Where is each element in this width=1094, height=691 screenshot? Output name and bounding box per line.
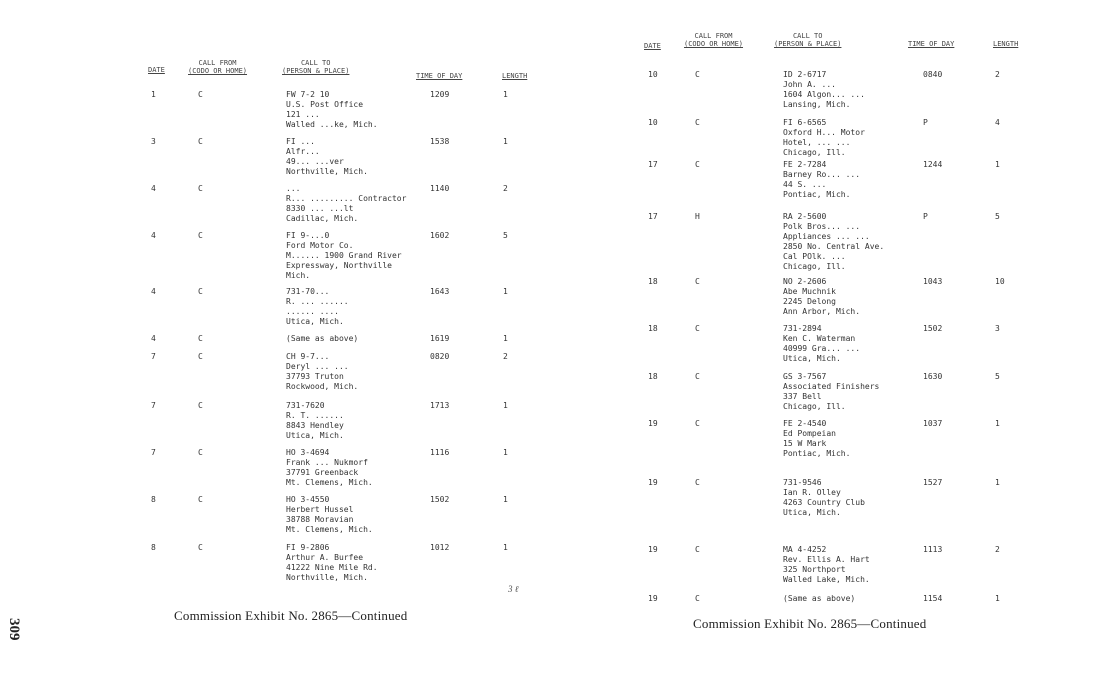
call-to-cell bbox=[783, 70, 865, 110]
call-to-cell bbox=[286, 90, 378, 130]
length-cell: 1 bbox=[503, 448, 508, 457]
call-to-line: Northville, Mich. bbox=[286, 167, 368, 176]
date-cell: 7 bbox=[151, 352, 156, 361]
date-cell: 18 bbox=[648, 324, 658, 333]
call-from-cell: C bbox=[695, 118, 700, 127]
call-to-line: 4263 Country Club bbox=[783, 498, 865, 507]
date-cell: 10 bbox=[648, 70, 658, 79]
date-cell: 18 bbox=[648, 372, 658, 381]
call-from-cell: C bbox=[695, 478, 700, 487]
call-to-line: 2245 Delong bbox=[783, 297, 836, 306]
length-cell: 1 bbox=[503, 543, 508, 552]
call-to-line: ID 2-6717 bbox=[783, 70, 827, 79]
date-cell: 1 bbox=[151, 90, 156, 99]
call-to-line: FE 2-7284 bbox=[783, 160, 827, 169]
call-to-line: Oxford H... Motor bbox=[783, 128, 865, 137]
length-cell: 2 bbox=[503, 184, 508, 193]
call-to-line: M...... 1900 Grand River bbox=[286, 251, 402, 260]
length-cell: 5 bbox=[995, 372, 1000, 381]
time-of-day-cell: 1538 bbox=[430, 137, 450, 146]
time-of-day-cell: 1154 bbox=[923, 594, 943, 603]
call-to-line: 38788 Moravian bbox=[286, 515, 354, 524]
call-to-line: Arthur A. Burfee bbox=[286, 553, 364, 562]
length-cell: 1 bbox=[503, 401, 508, 410]
time-of-day-cell: 1037 bbox=[923, 419, 943, 428]
call-from-cell: C bbox=[198, 137, 203, 146]
call-to-line: Utica, Mich. bbox=[286, 431, 344, 440]
call-to-line: HO 3-4694 bbox=[286, 448, 330, 457]
call-to-line: U.S. Post Office bbox=[286, 100, 364, 109]
call-to-line: Frank ... Nukmorf bbox=[286, 458, 368, 467]
call-to-line: Abe Muchnik bbox=[783, 287, 836, 296]
left-footer: Commission Exhibit No. 2865—Continued bbox=[174, 608, 408, 623]
time-of-day-cell: P bbox=[923, 118, 928, 127]
call-from-cell: C bbox=[695, 372, 700, 381]
call-to-line: 8330 ... ...lt bbox=[286, 204, 354, 213]
call-to-cell bbox=[783, 478, 865, 518]
length-cell: 4 bbox=[995, 118, 1000, 127]
length-cell: 1 bbox=[995, 478, 1000, 487]
call-to-cell bbox=[286, 334, 358, 344]
length-cell: 2 bbox=[995, 545, 1000, 554]
call-to-line: 731-7620 bbox=[286, 401, 325, 410]
call-to-line: Ford Motor Co. bbox=[286, 241, 354, 250]
header-call-from: CALL FROM (CODO OR HOME) bbox=[188, 59, 248, 75]
call-from-cell: C bbox=[198, 334, 203, 343]
call-to-line: FW 7-2 10 bbox=[286, 90, 330, 99]
call-to-line: HO 3-4550 bbox=[286, 495, 330, 504]
call-from-cell: C bbox=[198, 352, 203, 361]
call-to-line: Polk Bros... ... bbox=[783, 222, 861, 231]
length-cell: 1 bbox=[503, 287, 508, 296]
call-to-line: 2850 No. Central Ave. bbox=[783, 242, 885, 251]
date-cell: 4 bbox=[151, 287, 156, 296]
call-to-line: FI 6-6565 bbox=[783, 118, 827, 127]
header-length: LENGTH bbox=[502, 72, 528, 80]
length-cell: 3 bbox=[995, 324, 1000, 333]
call-to-cell bbox=[783, 419, 850, 459]
call-to-line: Chicago, Ill. bbox=[783, 262, 846, 271]
call-to-line: 731-2894 bbox=[783, 324, 822, 333]
call-from-cell: C bbox=[695, 160, 700, 169]
date-cell: 4 bbox=[151, 184, 156, 193]
date-cell: 8 bbox=[151, 543, 156, 552]
call-from-cell: C bbox=[695, 594, 700, 603]
header-date: DATE bbox=[644, 42, 661, 50]
call-to-line: Ann Arbor, Mich. bbox=[783, 307, 861, 316]
call-to-line: 337 Bell bbox=[783, 392, 822, 401]
call-to-line: RA 2-5600 bbox=[783, 212, 827, 221]
call-to-cell bbox=[783, 594, 855, 604]
call-to-line: Pontiac, Mich. bbox=[783, 449, 851, 458]
page-number: 309 bbox=[6, 618, 22, 641]
call-to-line: Utica, Mich. bbox=[783, 508, 841, 517]
call-from-cell: C bbox=[198, 231, 203, 240]
call-to-line: 15 W Mark bbox=[783, 439, 827, 448]
call-to-line: Mt. Clemens, Mich. bbox=[286, 525, 373, 534]
call-from-cell: C bbox=[695, 70, 700, 79]
date-cell: 19 bbox=[648, 419, 658, 428]
call-to-line: CH 9-7... bbox=[286, 352, 330, 361]
right-footer: Commission Exhibit No. 2865—Continued bbox=[693, 616, 927, 631]
call-from-cell: C bbox=[198, 448, 203, 457]
call-to-line: NO 2-2606 bbox=[783, 277, 827, 286]
call-to-line: 41222 Nine Mile Rd. bbox=[286, 563, 378, 572]
header-time-of-day: TIME OF DAY bbox=[908, 40, 955, 48]
header-date: DATE bbox=[148, 66, 165, 74]
header-call-from: CALL FROM (CODO OR HOME) bbox=[684, 32, 744, 48]
call-to-cell bbox=[286, 184, 406, 224]
call-from-cell: C bbox=[198, 401, 203, 410]
call-from-cell: C bbox=[198, 184, 203, 193]
length-cell: 1 bbox=[503, 137, 508, 146]
call-to-line: Associated Finishers bbox=[783, 382, 880, 391]
handwritten-mark: 3 ℓ bbox=[508, 584, 519, 594]
call-to-line: 1604 Algon... ... bbox=[783, 90, 865, 99]
call-to-cell bbox=[286, 287, 349, 327]
call-to-line: Chicago, Ill. bbox=[783, 148, 846, 157]
time-of-day-cell: 1643 bbox=[430, 287, 450, 296]
call-from-cell: C bbox=[695, 545, 700, 554]
call-to-line: 49... ...ver bbox=[286, 157, 344, 166]
length-cell: 1 bbox=[503, 334, 508, 343]
date-cell: 17 bbox=[648, 160, 658, 169]
length-cell: 1 bbox=[995, 160, 1000, 169]
call-to-line: Utica, Mich. bbox=[783, 354, 841, 363]
call-to-line: Rockwood, Mich. bbox=[286, 382, 359, 391]
call-to-line: John A. ... bbox=[783, 80, 836, 89]
call-to-cell bbox=[783, 212, 884, 272]
date-cell: 4 bbox=[151, 231, 156, 240]
call-to-line: 8843 Hendley bbox=[286, 421, 344, 430]
call-to-cell bbox=[286, 448, 373, 488]
date-cell: 4 bbox=[151, 334, 156, 343]
time-of-day-cell: 0820 bbox=[430, 352, 450, 361]
call-to-cell bbox=[286, 401, 344, 441]
call-to-line: Ed Pompeian bbox=[783, 429, 836, 438]
call-to-cell bbox=[286, 137, 368, 177]
time-of-day-cell: 1502 bbox=[430, 495, 450, 504]
call-to-cell bbox=[783, 545, 870, 585]
call-to-line: Expressway, Northville bbox=[286, 261, 392, 270]
call-to-cell bbox=[783, 372, 879, 412]
call-to-line: Ken C. Waterman bbox=[783, 334, 856, 343]
call-to-line: Chicago, Ill. bbox=[783, 402, 846, 411]
call-to-cell bbox=[783, 160, 860, 200]
call-from-cell: C bbox=[695, 419, 700, 428]
call-to-line: 37793 Truton bbox=[286, 372, 344, 381]
header-time-of-day: TIME OF DAY bbox=[416, 72, 463, 80]
header-call-to: CALL TO (PERSON & PLACE) bbox=[282, 59, 350, 75]
time-of-day-cell: 1619 bbox=[430, 334, 450, 343]
time-of-day-cell: 1244 bbox=[923, 160, 943, 169]
call-to-line: Hotel, ... ... bbox=[783, 138, 851, 147]
call-to-line: ... bbox=[286, 184, 301, 193]
call-to-line: Mt. Clemens, Mich. bbox=[286, 478, 373, 487]
time-of-day-cell: 1502 bbox=[923, 324, 943, 333]
length-cell: 2 bbox=[995, 70, 1000, 79]
call-to-line: FI ... bbox=[286, 137, 315, 146]
time-of-day-cell: 1113 bbox=[923, 545, 943, 554]
call-to-cell bbox=[783, 118, 865, 158]
date-cell: 18 bbox=[648, 277, 658, 286]
date-cell: 19 bbox=[648, 478, 658, 487]
date-cell: 7 bbox=[151, 401, 156, 410]
call-to-line: Utica, Mich. bbox=[286, 317, 344, 326]
date-cell: 3 bbox=[151, 137, 156, 146]
time-of-day-cell: 1012 bbox=[430, 543, 450, 552]
length-cell: 5 bbox=[995, 212, 1000, 221]
length-cell: 10 bbox=[995, 277, 1005, 286]
call-to-cell bbox=[286, 495, 373, 535]
call-to-line: (Same as above) bbox=[286, 334, 359, 343]
call-to-line: Cal POlk. ... bbox=[783, 252, 846, 261]
call-to-line: R. ... ...... bbox=[286, 297, 349, 306]
time-of-day-cell: 1209 bbox=[430, 90, 450, 99]
time-of-day-cell: P bbox=[923, 212, 928, 221]
call-to-line: (Same as above) bbox=[783, 594, 856, 603]
length-cell: 1 bbox=[503, 90, 508, 99]
right-page bbox=[547, 0, 1094, 691]
call-to-line: 731-70... bbox=[286, 287, 330, 296]
length-cell: 5 bbox=[503, 231, 508, 240]
call-from-cell: C bbox=[695, 277, 700, 286]
time-of-day-cell: 1140 bbox=[430, 184, 450, 193]
time-of-day-cell: 0840 bbox=[923, 70, 943, 79]
call-from-cell: C bbox=[198, 543, 203, 552]
call-from-cell: C bbox=[198, 287, 203, 296]
call-to-line: FI 9-2806 bbox=[286, 543, 330, 552]
call-to-line: Herbert Hussel bbox=[286, 505, 354, 514]
call-to-line: FE 2-4540 bbox=[783, 419, 827, 428]
time-of-day-cell: 1713 bbox=[430, 401, 450, 410]
call-to-cell bbox=[783, 324, 860, 364]
call-to-line: GS 3-7567 bbox=[783, 372, 827, 381]
time-of-day-cell: 1630 bbox=[923, 372, 943, 381]
call-to-line: 44 S. ... bbox=[783, 180, 827, 189]
call-to-line: MA 4-4252 bbox=[783, 545, 827, 554]
date-cell: 8 bbox=[151, 495, 156, 504]
call-to-cell bbox=[286, 543, 378, 583]
time-of-day-cell: 1043 bbox=[923, 277, 943, 286]
call-to-line: Lansing, Mich. bbox=[783, 100, 851, 109]
call-to-line: Appliances ... ... bbox=[783, 232, 870, 241]
call-to-cell bbox=[783, 277, 860, 317]
call-to-line: R... ......... Contractor bbox=[286, 194, 407, 203]
header-length: LENGTH bbox=[993, 40, 1019, 48]
date-cell: 19 bbox=[648, 594, 658, 603]
call-to-line: 325 Northport bbox=[783, 565, 846, 574]
call-to-line: Barney Ro... ... bbox=[783, 170, 861, 179]
call-to-line: FI 9-...0 bbox=[286, 231, 330, 240]
length-cell: 2 bbox=[503, 352, 508, 361]
time-of-day-cell: 1527 bbox=[923, 478, 943, 487]
call-to-line: Rev. Ellis A. Hart bbox=[783, 555, 870, 564]
length-cell: 1 bbox=[503, 495, 508, 504]
date-cell: 10 bbox=[648, 118, 658, 127]
call-to-line: Cadillac, Mich. bbox=[286, 214, 359, 223]
date-cell: 17 bbox=[648, 212, 658, 221]
call-from-cell: H bbox=[695, 212, 700, 221]
call-to-line: Deryl ... ... bbox=[286, 362, 349, 371]
call-to-line: 40999 Gra... ... bbox=[783, 344, 861, 353]
date-cell: 7 bbox=[151, 448, 156, 457]
call-to-line: Walled ...ke, Mich. bbox=[286, 120, 378, 129]
call-to-cell bbox=[286, 352, 358, 392]
call-from-cell: C bbox=[198, 90, 203, 99]
call-from-cell: C bbox=[198, 495, 203, 504]
time-of-day-cell: 1602 bbox=[430, 231, 450, 240]
call-to-cell bbox=[286, 231, 402, 281]
time-of-day-cell: 1116 bbox=[430, 448, 450, 457]
call-to-line: Walled Lake, Mich. bbox=[783, 575, 870, 584]
call-to-line: Mich. bbox=[286, 271, 311, 280]
call-to-line: ...... .... bbox=[286, 307, 339, 316]
call-to-line: Ian R. Olley bbox=[783, 488, 841, 497]
length-cell: 1 bbox=[995, 419, 1000, 428]
call-to-line: Alfr... bbox=[286, 147, 320, 156]
call-to-line: 121 ... bbox=[286, 110, 320, 119]
header-call-to: CALL TO (PERSON & PLACE) bbox=[774, 32, 842, 48]
call-to-line: 731-9546 bbox=[783, 478, 822, 487]
call-to-line: Northville, Mich. bbox=[286, 573, 368, 582]
call-from-cell: C bbox=[695, 324, 700, 333]
length-cell: 1 bbox=[995, 594, 1000, 603]
call-to-line: Pontiac, Mich. bbox=[783, 190, 851, 199]
call-to-line: R. T. ...... bbox=[286, 411, 344, 420]
call-to-line: 37791 Greenback bbox=[286, 468, 359, 477]
date-cell: 19 bbox=[648, 545, 658, 554]
